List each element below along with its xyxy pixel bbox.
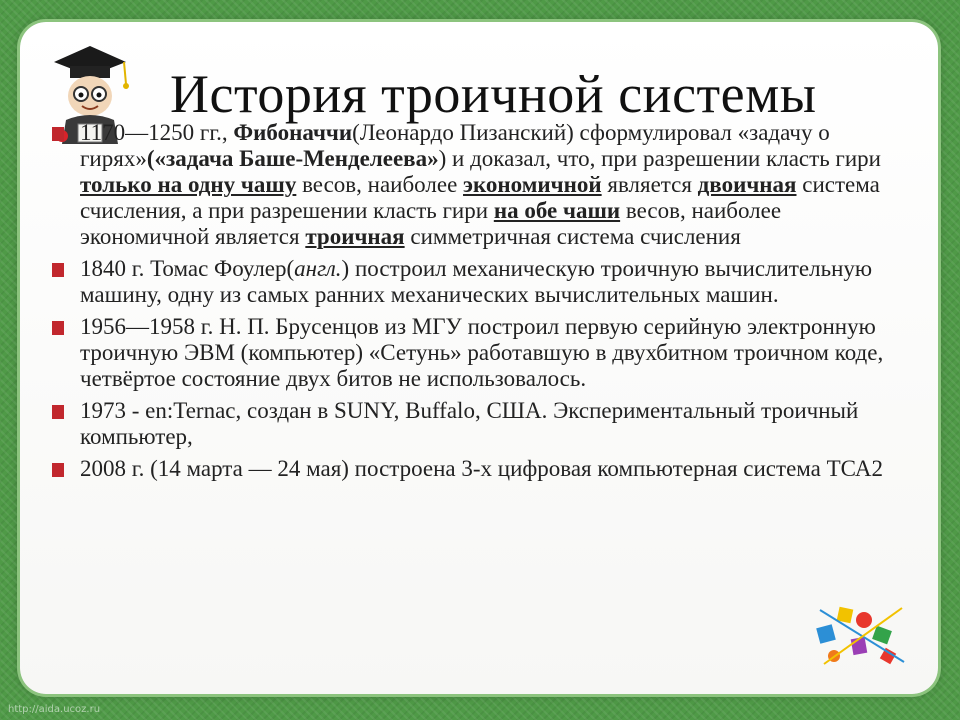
- fibonacci-name: Фибоначчи: [233, 120, 353, 145]
- one-pan-phrase: только на одну чашу: [80, 172, 297, 197]
- ternary-word: троичная: [305, 224, 405, 249]
- slide-title: История троичной системы: [170, 64, 817, 124]
- list-item: [52, 314, 912, 392]
- economical-word: экономичной: [463, 172, 602, 197]
- item-text-tca2: 2008 г. (14 марта — 24 мая) построена 3-х цифровая компьютерная система ТСА2: [80, 456, 883, 481]
- bache-problem: («задача Баше-Менделеева»: [146, 146, 439, 171]
- history-list: [52, 120, 912, 488]
- bullet-square-icon: [52, 321, 64, 335]
- binary-word: двоичная: [697, 172, 797, 197]
- list-item: [52, 256, 912, 308]
- list-item: [52, 456, 912, 482]
- item-text-setun: 1956—1958 г. Н. П. Брусенцов из МГУ построил первую серийную электронную троичную ЭВМ (компьютер) «Сетунь» работавшую в двухбитном троичном коде, четвёртое состояние двух битов не использовалось.: [80, 314, 884, 391]
- list-item: [52, 398, 912, 450]
- colorful-letters-icon: [812, 598, 912, 670]
- bullet-square-icon: [52, 127, 64, 141]
- english-abbrev: англ.: [294, 256, 342, 281]
- bullet-square-icon: [52, 463, 64, 477]
- bullet-square-icon: [52, 263, 64, 277]
- bullet-square-icon: [52, 405, 64, 419]
- item-text-ternac: 1973 - en:Ternac, создан в SUNY, Buffalo, США. Экспериментальный троичный компьютер,: [80, 398, 859, 449]
- item-text-fibonacci: 1170—1250 гг., Фибоначчи(Леонардо Пизанский) сформулировал «задачу о гирях»(«задача Баше-Менделеева») и доказал, что, при разрешении класть гири только на одну чашу весов, наиболее экономичной является двоичная система счисления, а при разрешении класть гири на обе чаши весов, наиболее экономичной является троичная симметричная система счисления: [80, 120, 881, 249]
- item-text-fowler: 1840 г. Томас Фоулер(англ.) построил механическую троичную вычислительную машину, одну из самых ранних механических вычислительных машин.: [80, 256, 873, 307]
- watermark: http://aida.ucoz.ru: [8, 704, 101, 715]
- list-item: [52, 120, 912, 250]
- both-pans-phrase: на обе чаши: [493, 198, 621, 223]
